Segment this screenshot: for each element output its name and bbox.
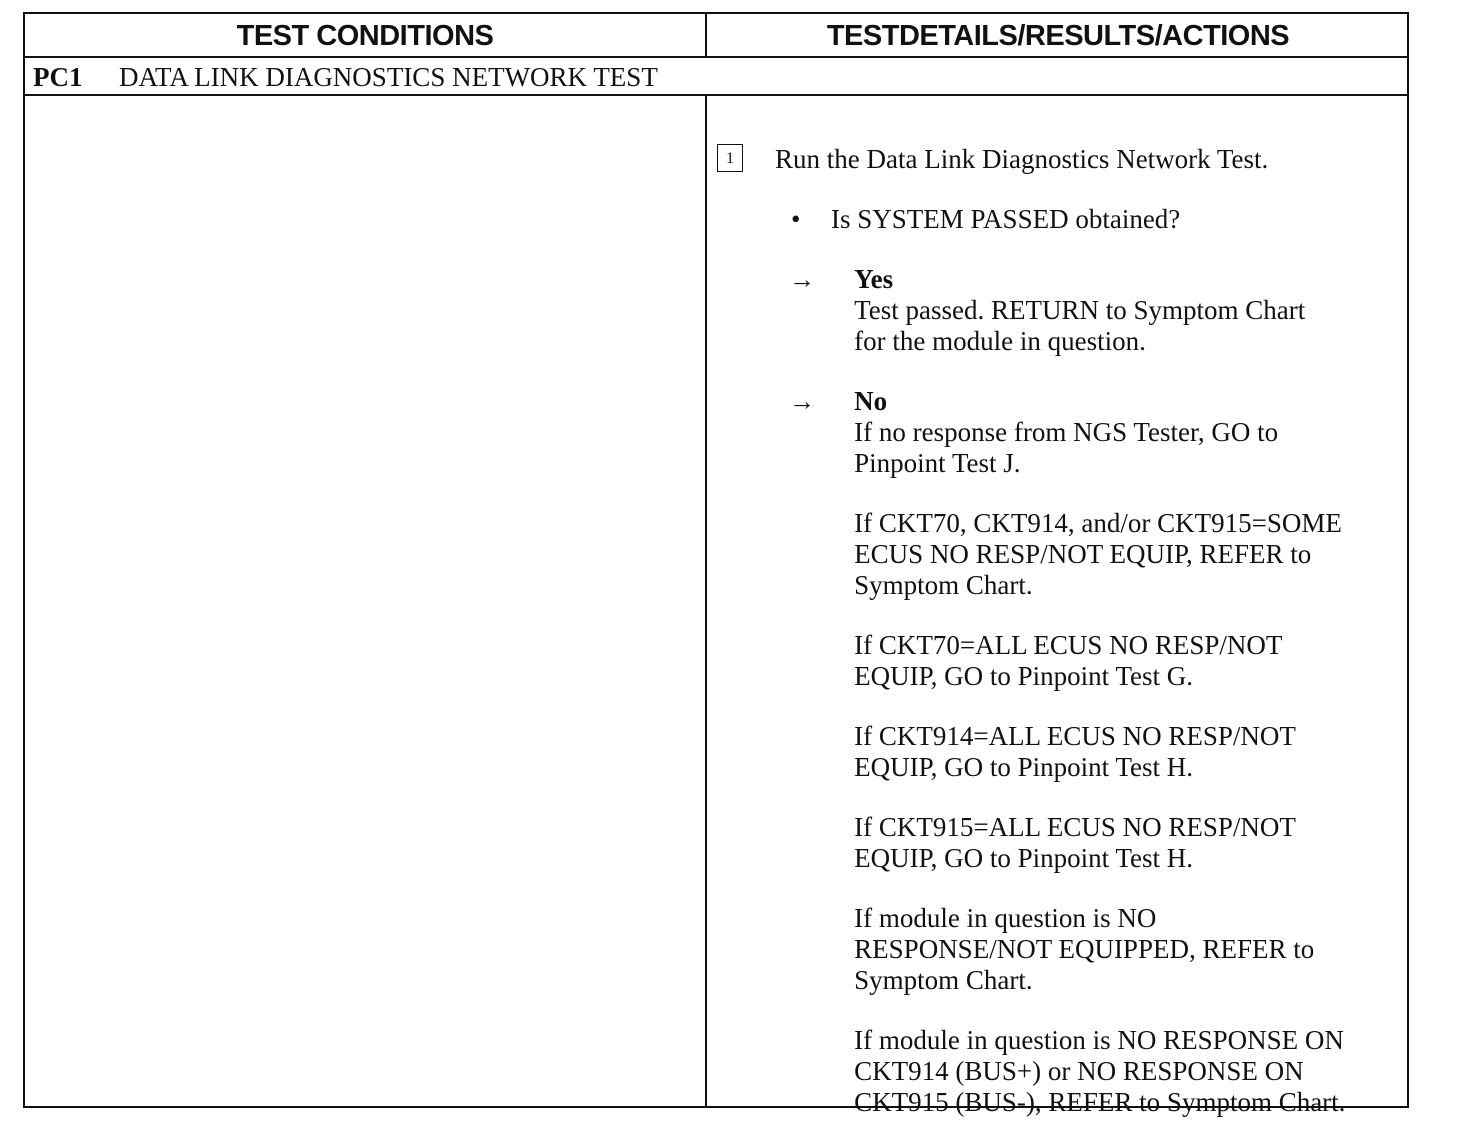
result-no-paragraph: [854, 417, 1407, 479]
header-test-details: TESTDETAILS/RESULTS/ACTIONS: [826, 19, 1290, 52]
result-no-line: Symptom Chart.: [854, 570, 1033, 600]
result-no-line: If module in question is NO: [854, 903, 1157, 933]
result-no-line: EQUIP, GO to Pinpoint Test G.: [854, 661, 1194, 691]
result-no-line: If CKT70=ALL ECUS NO RESP/NOT: [854, 630, 1283, 660]
result-no-paragraph: [854, 508, 1407, 601]
result-no-line: RESPONSE/NOT EQUIPPED, REFER to: [854, 934, 1315, 964]
section-id: PC1: [33, 61, 83, 92]
test-details-content: [717, 144, 1407, 1118]
result-no-line: If no response from NGS Tester, GO to: [854, 417, 1279, 447]
result-yes: [789, 264, 1407, 357]
result-no-paragraph: [854, 630, 1407, 692]
column-divider-body: [705, 96, 707, 1106]
bullet-icon: •: [791, 204, 801, 234]
step-number-box: 1: [717, 144, 743, 172]
step-instruction: Run the Data Link Diagnostics Network Test.: [775, 144, 1269, 174]
test-table: [23, 12, 1409, 1117]
result-no-line: If CKT914=ALL ECUS NO RESP/NOT: [854, 721, 1296, 751]
result-no-paragraph: [854, 1025, 1407, 1118]
header-divider: [25, 56, 1407, 58]
result-no-line: Symptom Chart.: [854, 965, 1033, 995]
result-no-paragraph: [854, 903, 1407, 996]
result-no-label: No: [854, 386, 888, 416]
section-title-row: [33, 60, 658, 94]
result-no-line: If CKT70, CKT914, and/or CKT915=SOME: [854, 508, 1342, 538]
column-divider-header: [705, 14, 707, 58]
result-no-line: ECUS NO RESP/NOT EQUIP, REFER to: [854, 539, 1312, 569]
header-test-conditions: TEST CONDITIONS: [236, 19, 494, 52]
result-yes-label: Yes: [854, 264, 894, 294]
arrow-right-icon: →: [789, 387, 815, 416]
result-no-line: EQUIP, GO to Pinpoint Test H.: [854, 843, 1194, 873]
result-no-line: If module in question is NO RESPONSE ON: [854, 1025, 1344, 1055]
result-no-paragraph: [854, 721, 1407, 783]
result-no-paragraph: [854, 812, 1407, 874]
step-question: [789, 204, 1407, 235]
question-text: Is SYSTEM PASSED obtained?: [831, 204, 1181, 234]
result-yes-line: Test passed. RETURN to Symptom Chart: [854, 295, 1306, 325]
section-divider: [25, 94, 1407, 96]
section-title: DATA LINK DIAGNOSTICS NETWORK TEST: [119, 61, 658, 92]
step-1: [717, 144, 1407, 175]
result-yes-line: for the module in question.: [854, 326, 1146, 356]
result-no-line: CKT915 (BUS-), REFER to Symptom Chart.: [854, 1087, 1346, 1117]
result-no-line: CKT914 (BUS+) or NO RESPONSE ON: [854, 1056, 1304, 1086]
result-no-line: EQUIP, GO to Pinpoint Test H.: [854, 752, 1194, 782]
arrow-right-icon: →: [789, 265, 815, 294]
result-no-line: If CKT915=ALL ECUS NO RESP/NOT: [854, 812, 1296, 842]
result-no: [789, 386, 1407, 1118]
result-no-line: Pinpoint Test J.: [854, 448, 1021, 478]
